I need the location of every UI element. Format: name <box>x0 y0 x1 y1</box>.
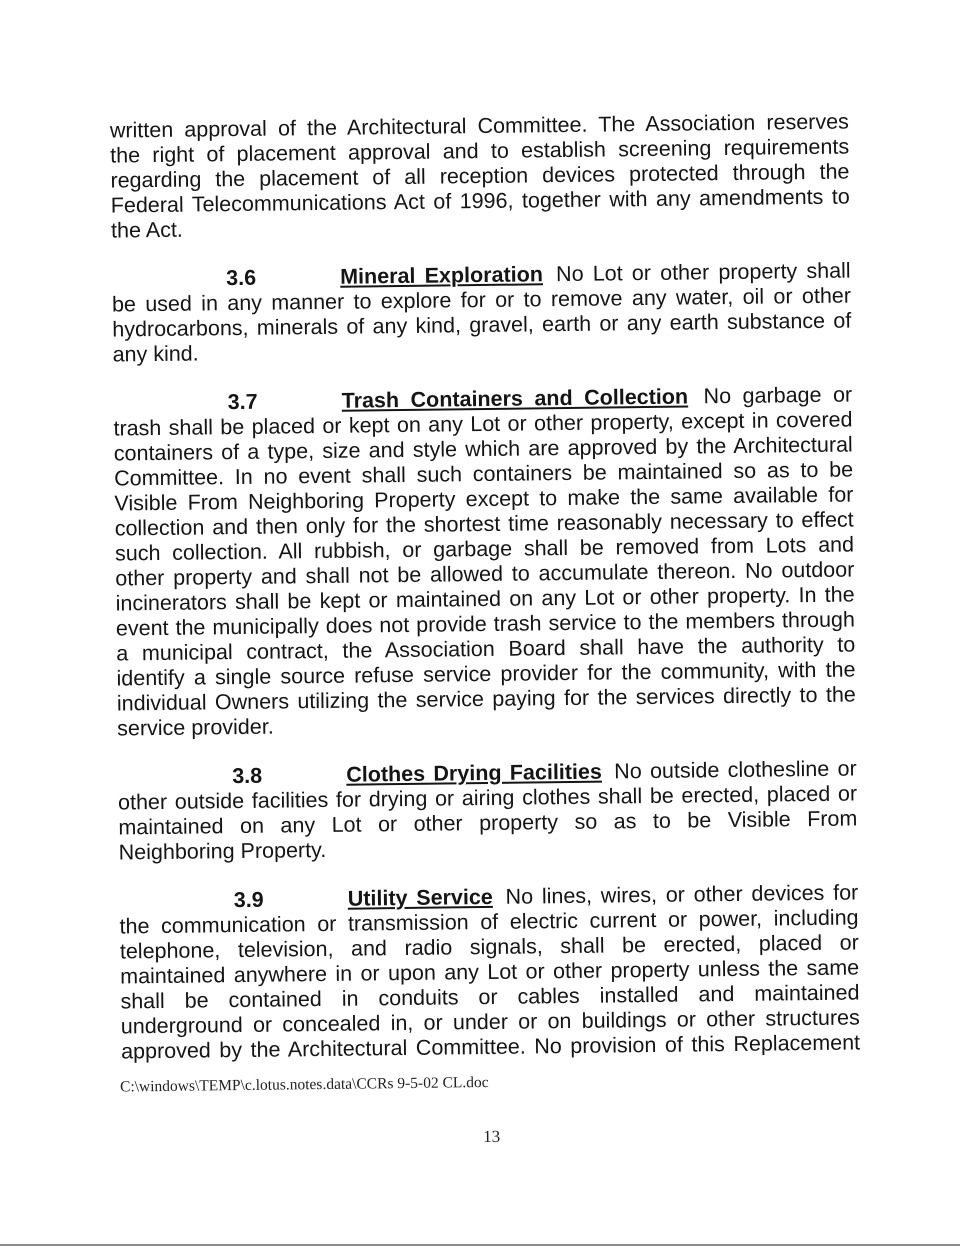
intro-paragraph <box>110 109 850 243</box>
body-text <box>110 109 861 1064</box>
paragraph-line: any kind. <box>112 340 199 367</box>
section-number: 3.6 <box>226 265 257 290</box>
paragraph-line: maintained on any Lot or other property so as to be Visible From <box>118 805 858 839</box>
paragraph-line: other property and shall not be allowed to accumulate thereon. No outdoor <box>115 556 855 591</box>
paragraph-line: written approval of the Architectural Committee. The Association reserves <box>109 109 849 143</box>
paragraph-line: maintained anywhere in or upon any Lot or other property unless the same <box>120 954 860 988</box>
paragraph-line: the communication or transmission of electric current or power, including <box>119 904 859 938</box>
section-3-9 <box>119 880 860 1064</box>
paragraph-line: event the municipally does not provide trash service to the members through <box>115 606 856 641</box>
paragraph-line: the Act. <box>110 217 183 243</box>
paragraph-line: Committee. In no event shall such containers be maintained so as to be <box>113 456 854 491</box>
paragraph-line: approved by the Architectural Committee. No provision of this Replacement <box>120 1029 861 1063</box>
paragraph-line: Neighboring Property. <box>118 837 327 864</box>
section-heading: Mineral Exploration <box>340 261 544 289</box>
paragraph-line: the right of placement approval and to establish screening requirements <box>110 134 850 168</box>
paragraph-line: identify a single source refuse service provider for the community, with the <box>116 656 856 691</box>
section-first-line-text: No outside clothesline or <box>614 755 857 783</box>
page-bottom-edge <box>0 1244 960 1246</box>
paragraph-line: be used in any manner to explore for or to remove any water, oil or other <box>111 283 852 317</box>
section-3-8 <box>118 756 858 865</box>
section-number: 3.9 <box>233 887 264 912</box>
paragraph-line: hydrocarbons, minerals of any kind, gravel, earth or any earth substance of <box>112 308 852 342</box>
paragraph-line: containers of a type, size and style which are approved by the Architectural <box>113 431 853 466</box>
paragraph-line: a municipal contract, the Association Board shall have the authority to <box>116 631 856 666</box>
section-first-line-text: No garbage or <box>703 381 853 408</box>
paragraph-line: other outside facilities for drying or airing clothes shall be erected, placed or <box>117 780 858 814</box>
section-3-7 <box>113 382 856 741</box>
section-number: 3.8 <box>232 763 263 788</box>
paragraph-line: Visible From Neighboring Property except to make the same available for <box>114 481 854 516</box>
section-3-6 <box>112 258 852 367</box>
section-heading: Utility Service <box>347 884 493 911</box>
paragraph-line: such collection. All rubbish, or garbage shall be removed from Lots and <box>114 531 855 566</box>
paragraph-line: incinerators shall be kept or maintained on any Lot or other property. In the <box>115 581 855 616</box>
page-number: 13 <box>483 1126 501 1147</box>
paragraph-line: individual Owners utilizing the service paying for the services directly to the <box>116 681 856 716</box>
section-number: 3.7 <box>227 389 258 414</box>
paragraph-line: regarding the placement of all reception devices protected through the <box>110 159 850 193</box>
section-heading: Clothes Drying Facilities <box>346 759 603 787</box>
page-content <box>99 95 872 1164</box>
paragraph-line: collection and then only for the shortest time reasonably necessary to effect <box>114 506 854 541</box>
footer-file-path: C:\windows\TEMP\c.lotus.notes.data\CCRs 9-5-02 CL.doc <box>119 1073 489 1095</box>
paragraph-line: Federal Telecommunications Act of 1996, together with any amendments to <box>110 184 850 218</box>
section-first-line-text: No Lot or other property shall <box>555 258 851 286</box>
paragraph-line: trash shall be placed or kept on any Lot or other property, except in covered <box>113 406 853 441</box>
paragraph-line: underground or concealed in, or under or on buildings or other structures <box>120 1004 860 1038</box>
paragraph-line: service provider. <box>117 714 274 741</box>
paragraph-line: shall be contained in conduits or cables installed and maintained <box>120 979 860 1013</box>
paragraph-line: telephone, television, and radio signals, shall be erected, placed or <box>119 929 859 963</box>
section-first-line-text: No lines, wires, or other devices for <box>505 879 859 909</box>
section-heading: Trash Containers and Collection <box>341 384 689 413</box>
